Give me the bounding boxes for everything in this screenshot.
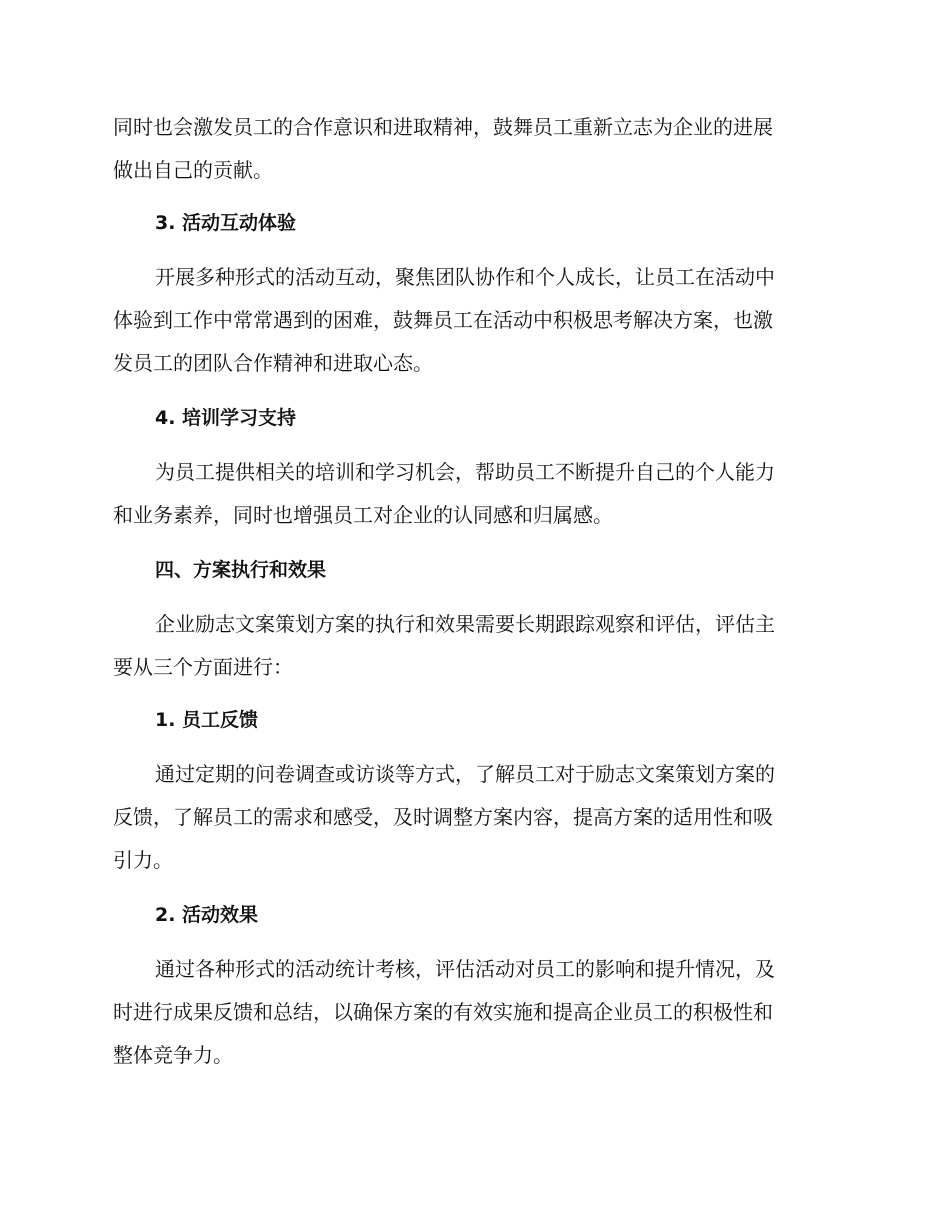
section-heading [113, 549, 875, 592]
paragraph-line: 通过各种形式的活动统计考核，评估活动对员工的影响和提升情况，及 [155, 957, 775, 981]
paragraph-line: 同时也会激发员工的合作意识和进取精神，鼓舞员工重新立志为企业的进展 [113, 115, 773, 139]
paragraph-line: 为员工提供相关的培训和学习机会，帮助员工不断提升自己的个人能力 [155, 460, 775, 484]
section-heading [113, 397, 875, 440]
paragraph-line: 发员工的团队合作精神和进取心态。 [113, 351, 433, 375]
section-heading [113, 894, 875, 937]
paragraph-line: 做出自己的贡献。 [113, 158, 273, 182]
heading-text: 3. 活动互动体验 [155, 212, 297, 234]
heading-text: 4. 培训学习支持 [155, 407, 297, 429]
heading-text: 2. 活动效果 [155, 904, 259, 926]
paragraph-line: 时进行成果反馈和总结，以确保方案的有效实施和提高企业员工的积极性和 [113, 1000, 773, 1024]
section-heading [113, 699, 875, 742]
paragraph-line: 体验到工作中常常遇到的困难，鼓舞员工在活动中积极思考解决方案，也激 [113, 308, 773, 332]
heading-text: 四、方案执行和效果 [155, 559, 327, 581]
paragraph-line: 开展多种形式的活动互动，聚焦团队协作和个人成长，让员工在活动中 [155, 265, 775, 289]
body-paragraph [113, 106, 833, 192]
paragraph-line: 企业励志文案策划方案的执行和效果需要长期跟踪观察和评估，评估主 [155, 612, 775, 636]
paragraph-line: 反馈，了解员工的需求和感受，及时调整方案内容，提高方案的适用性和吸 [113, 805, 773, 829]
paragraph-line: 通过定期的问卷调查或访谈等方式，了解员工对于励志文案策划方案的 [155, 762, 775, 786]
body-paragraph [113, 256, 833, 385]
body-paragraph [113, 948, 833, 1077]
heading-text: 1. 员工反馈 [155, 709, 259, 731]
body-paragraph [113, 603, 833, 689]
body-paragraph [113, 753, 833, 882]
body-paragraph [113, 451, 833, 537]
paragraph-line: 要从三个方面进行： [113, 655, 293, 679]
paragraph-line: 整体竞争力。 [113, 1043, 233, 1067]
section-heading [113, 202, 875, 245]
paragraph-line: 和业务素养，同时也增强员工对企业的认同感和归属感。 [113, 503, 613, 527]
paragraph-line: 引力。 [113, 848, 173, 872]
